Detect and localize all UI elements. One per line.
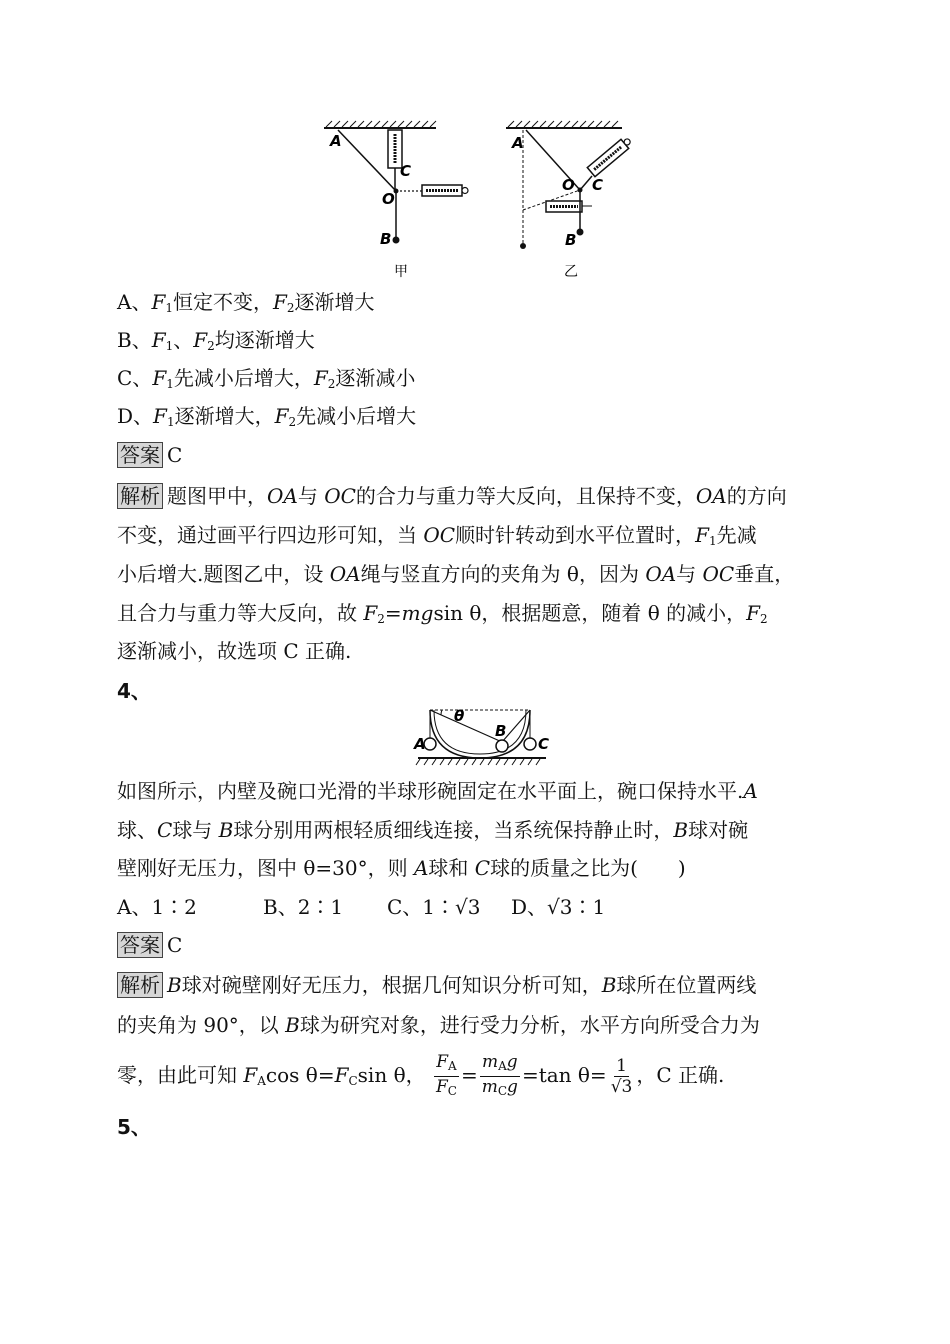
q4-option-c: C、1∶√3 xyxy=(387,895,481,919)
ceiling-left xyxy=(324,121,436,128)
label-o-left: O xyxy=(382,190,395,208)
q4-analysis-line-1: 解析 B球对碗壁刚好无压力，根据几何知识分析可知，B球所在位置两线 xyxy=(117,971,756,999)
q4-analysis-line-2: 的夹角为 90°，以 B球为研究对象，进行受力分析，水平方向所受合力为 xyxy=(117,1013,760,1037)
q3-answer: 答案 C xyxy=(117,441,182,469)
label-b-left: B xyxy=(380,230,392,248)
figure-spring-balances xyxy=(316,118,646,283)
caption-jia: 甲 xyxy=(394,264,408,280)
weight-b-left xyxy=(393,237,400,244)
label-o-right: O xyxy=(562,176,575,194)
label-b-right: B xyxy=(565,231,577,249)
ceiling-right xyxy=(506,121,622,128)
fraction-one-sqrt3: $\frac{1}{√3}$ xyxy=(610,1056,633,1097)
q3-analysis-line-2: 不变，通过画平行四边形可知，当 OC顺时针转动到水平位置时，$F_1$先减 xyxy=(117,523,757,548)
q4-answer: 答案 C xyxy=(117,931,182,959)
q3-option-c: C、$F_1$先减小后增大，$F_2$逐渐减小 xyxy=(117,366,416,391)
q4-stem-line-2: 球、C球与 B球分别用两根轻质细线连接，当系统保持静止时，B球对碗 xyxy=(117,818,749,842)
q4-analysis-line-3: 零，由此可知 $F_A\cos$ $\theta=F_C\sin$ θ， $\frac{F_A}{F_C}$ = $\frac{m_Ag}{m_Cg}$ =tan θ= $\frac{1}{√3}$ ，C 正确. xyxy=(117,1052,724,1103)
fraction-fa-fc: $\frac{F_A}{F_C}$ xyxy=(435,1052,457,1098)
analysis-tag: 解析 xyxy=(117,483,163,509)
label-a-left: A xyxy=(330,132,342,150)
label-a-right: A xyxy=(512,134,524,152)
analysis-tag: 解析 xyxy=(117,972,163,998)
answer-tag: 答案 xyxy=(117,932,163,958)
label-theta: θ xyxy=(454,707,465,725)
answer-tag: 答案 xyxy=(117,442,163,468)
q4-stem-line-3: 壁刚好无压力，图中 θ=30°，则 A球和 C球的质量之比为( ) xyxy=(117,856,686,880)
q3-analysis-line-5: 逐渐减小，故选项 C 正确. xyxy=(117,639,352,663)
q3-option-d: D、$F_1$逐渐增大，$F_2$先减小后增大 xyxy=(117,404,417,429)
label-c-right: C xyxy=(592,176,604,194)
q4-options xyxy=(117,893,605,921)
figure-hemisphere-bowl xyxy=(412,704,552,770)
label-c-left: C xyxy=(400,162,412,180)
q3-option-b: B、$F_1$、$F_2$均逐渐增大 xyxy=(117,328,315,353)
q3-analysis-line-3: 小后增大.题图乙中，设 OA绳与竖直方向的夹角为 θ，因为 OA与 OC垂直， xyxy=(117,562,795,586)
q4-stem-line-1: 如图所示，内壁及碗口光滑的半球形碗固定在水平面上，碗口保持水平.A xyxy=(117,779,758,803)
label-b-bowl: B xyxy=(495,722,507,740)
label-a-bowl: A xyxy=(414,735,426,753)
caption-yi: 乙 xyxy=(564,264,578,280)
q3-option-a: A、$F_1$恒定不变，$F_2$逐渐增大 xyxy=(117,290,375,315)
q4-number: 4、 xyxy=(117,679,151,703)
ball-c xyxy=(524,738,536,750)
ball-a xyxy=(424,738,436,750)
q4-option-b: B、2∶1 xyxy=(263,895,344,919)
q3-analysis-line-4: 且合力与重力等大反向，故 $F_2=mgsin$ θ，根据题意，随着 θ 的减小，$F_2$ xyxy=(117,601,768,626)
ball-b xyxy=(496,740,508,752)
q4-option-d: D、√3∶1 xyxy=(511,895,606,919)
label-c-bowl: C xyxy=(538,735,550,753)
q3-analysis-line-1: 解析 题图甲中，OA与 OC的合力与重力等大反向，且保持不变，OA的方向 xyxy=(117,482,787,510)
q5-number: 5、 xyxy=(117,1115,151,1139)
spring-balance-tilted xyxy=(587,135,633,176)
weight-b-right xyxy=(577,229,584,236)
fraction-masses: $\frac{m_Ag}{m_Cg}$ xyxy=(481,1052,518,1098)
q4-option-a: A、1∶2 xyxy=(117,895,197,919)
